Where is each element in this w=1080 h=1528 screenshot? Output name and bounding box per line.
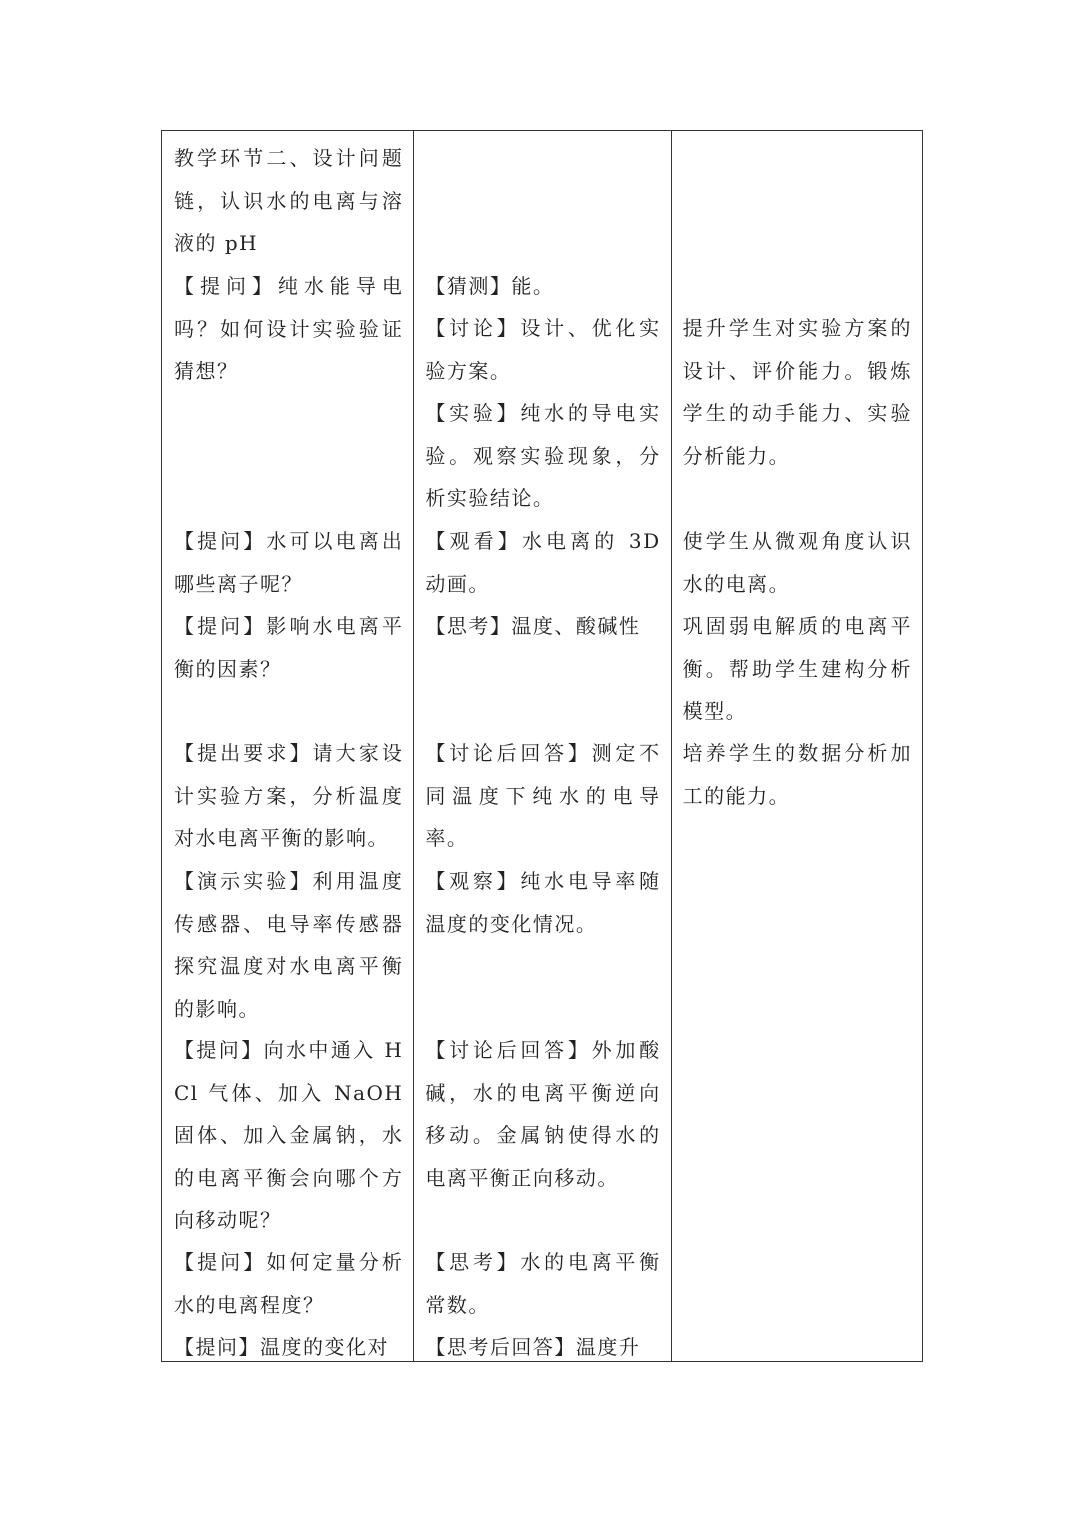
answer-direction: 【讨论后回答】外加酸碱，水的电离平衡逆向移动。金属钠使得水的电离平衡正向移动。 (425, 1038, 661, 1190)
experiment-conductivity: 【实验】纯水的导电实验。观察实验现象，分析实验结论。 (425, 401, 661, 510)
answer-measure: 【讨论后回答】测定不同温度下纯水的电导率。 (425, 741, 661, 850)
intent-equilibrium: 巩固弱电解质的电离平衡。帮助学生建构分析模型。 (682, 614, 913, 723)
answer-temperature: 【思考后回答】温度升 (425, 1335, 641, 1359)
intent-experiment-design: 提升学生对实验方案的设计、评价能力。锻炼学生的动手能力、实验分析能力。 (682, 316, 913, 468)
question-factors: 【提问】影响水电离平衡的因素？ (174, 614, 404, 681)
student-activity-column (414, 131, 671, 1361)
question-ions: 【提问】水可以电离出哪些离子呢？ (174, 529, 404, 596)
section-heading: 教学环节二、设计问题链，认识水的电离与溶液的 pH (174, 146, 404, 255)
watch-animation: 【观看】水电离的 3D 动画。 (425, 529, 661, 596)
teacher-activity-column (162, 131, 414, 1361)
think-constant: 【思考】水的电离平衡常数。 (425, 1250, 661, 1317)
think-factors: 【思考】温度、酸碱性 (425, 614, 641, 638)
intent-data-analysis: 培养学生的数据分析加工的能力。 (682, 741, 913, 808)
intent-microscopic: 使学生从微观角度认识水的电离。 (682, 529, 913, 596)
discussion-design: 【讨论】设计、优化实验方案。 (425, 316, 661, 383)
question-direction: 【提问】向水中通入 HCl 气体、加入 NaOH 固体、加入金属钠，水的电离平衡会向哪个方向移动呢？ (174, 1038, 404, 1232)
requirement-design: 【提出要求】请大家设计实验方案，分析温度对水电离平衡的影响。 (174, 741, 404, 850)
question-quantitative: 【提问】如何定量分析水的电离程度？ (174, 1250, 404, 1317)
observe-conductivity: 【观察】纯水电导率随温度的变化情况。 (425, 869, 661, 936)
design-intent-column (672, 131, 922, 1361)
lesson-table (161, 130, 923, 1362)
guess: 【猜测】能。 (425, 274, 555, 298)
question-temperature: 【提问】温度的变化对 (174, 1335, 389, 1359)
question-conductivity: 【提问】纯水能导电吗？如何设计实验验证猜想？ (174, 274, 404, 383)
demo-experiment: 【演示实验】利用温度传感器、电导率传感器探究温度对水电离平衡的影响。 (174, 869, 404, 1021)
